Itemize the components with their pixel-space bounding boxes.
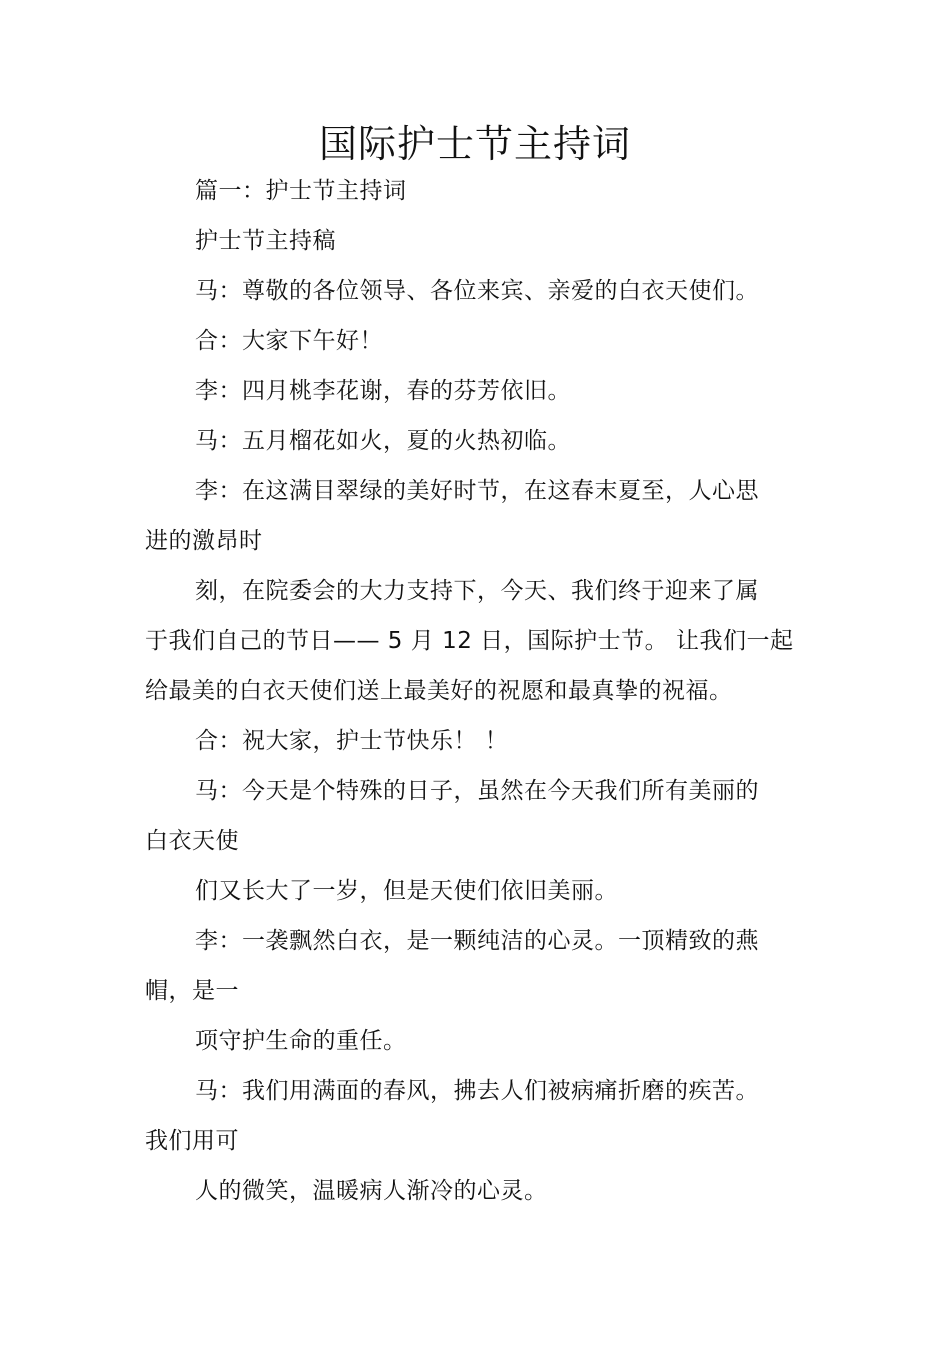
body-line: 篇一：护士节主持词 — [195, 178, 407, 204]
body-line: 白衣天使 — [145, 828, 239, 854]
body-line: 马：五月榴花如火，夏的火热初临。 — [195, 428, 571, 454]
body-line: 李：在这满目翠绿的美好时节，在这春末夏至，人心思 — [195, 478, 759, 504]
body-line: 于我们自己的节日—— 5 月 12 日，国际护士节。 让我们一起 — [145, 628, 794, 654]
body-line: 给最美的白衣天使们送上最美好的祝愿和最真挚的祝福。 — [145, 678, 733, 704]
body-line: 合：大家下午好！ — [195, 328, 383, 354]
body-line: 我们用可 — [145, 1128, 239, 1154]
body-line: 马：我们用满面的春风，拂去人们被病痛折磨的疾苦。 — [195, 1078, 759, 1104]
body-line: 李：四月桃李花谢，春的芬芳依旧。 — [195, 378, 571, 404]
body-line: 进的激昂时 — [145, 528, 263, 554]
body-line: 马：今天是个特殊的日子，虽然在今天我们所有美丽的 — [195, 778, 759, 804]
body-line: 马：尊敬的各位领导、各位来宾、亲爱的白衣天使们。 — [195, 278, 759, 304]
body-line: 护士节主持稿 — [195, 228, 336, 254]
body-line: 刻，在院委会的大力支持下，今天、我们终于迎来了属 — [195, 578, 759, 604]
document-title: 国际护士节主持词 — [318, 122, 631, 166]
body-line: 项守护生命的重任。 — [195, 1028, 407, 1054]
body-line: 李：一袭飘然白衣，是一颗纯洁的心灵。一顶精致的燕 — [195, 928, 759, 954]
body-line: 们又长大了一岁，但是天使们依旧美丽。 — [195, 878, 618, 904]
body-line: 合：祝大家，护士节快乐！ ！ — [195, 728, 509, 754]
body-line: 人的微笑，温暖病人渐冷的心灵。 — [195, 1178, 548, 1204]
body-line: 帽，是一 — [145, 978, 239, 1004]
